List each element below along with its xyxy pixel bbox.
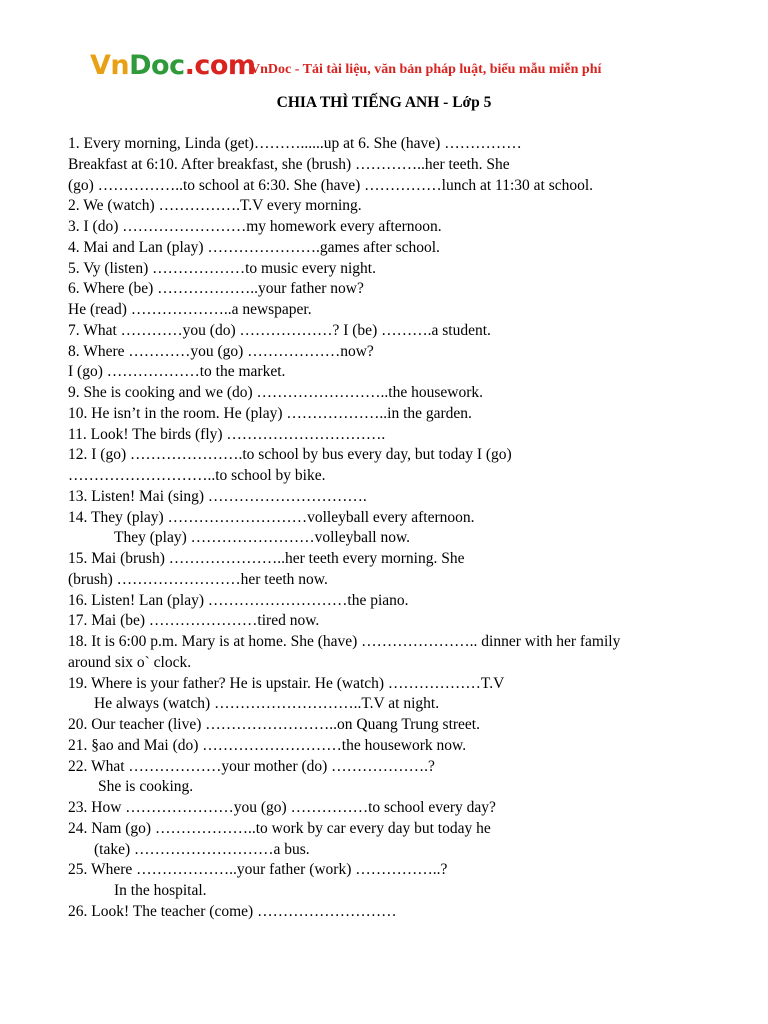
exercise-line: 25. Where ………………..your father (work) ……………..? xyxy=(68,861,448,879)
exercise-line: 16. Listen! Lan (play) ………………………the piano. xyxy=(68,591,409,609)
exercise-line: 10. He isn’t in the room. He (play) ………………..in the garden. xyxy=(68,404,472,422)
exercise-line: 2. We (watch) …………….T.V every morning. xyxy=(68,197,362,215)
exercise-line: 17. Mai (be) …………………tired now. xyxy=(68,612,320,630)
exercise-line: 22. What ………………your mother (do) ……………….? xyxy=(68,757,435,775)
vndoc-logo[interactable] xyxy=(90,50,256,82)
exercise-line: 12. I (go) ………………….to school by bus every day, but today I (go) xyxy=(68,446,512,464)
header-tagline: VnDoc - Tải tài liệu, văn bản pháp luật, biểu mẫu miễn phí xyxy=(250,62,602,77)
exercise-line: In the hospital. xyxy=(114,882,207,899)
exercise-body xyxy=(68,134,758,923)
exercise-line: (take) ………………………a bus. xyxy=(94,840,310,858)
logo-com-text: .com xyxy=(184,50,256,81)
exercise-line: 23. How …………………you (go) ……………to school every day? xyxy=(68,799,496,816)
exercise-line: (brush) ……………………her teeth now. xyxy=(68,570,328,588)
logo-vn-text: Vn xyxy=(90,50,130,81)
exercise-line: 24. Nam (go) ………………..to work by car every day but today he xyxy=(68,819,491,837)
exercise-line: 26. Look! The teacher (come) ……………………… xyxy=(68,902,397,920)
exercise-line: 7. What …………you (do) ………………? I (be) ……….a student. xyxy=(68,321,491,339)
exercise-line: 20. Our teacher (live) ……………………..on Quang Trung street. xyxy=(68,716,480,733)
exercise-line: He (read) ………………..a newspaper. xyxy=(68,301,312,318)
exercise-line: 13. Listen! Mai (sing) …………………………. xyxy=(68,487,367,505)
exercise-line: 18. It is 6:00 p.m. Mary is at home. She (have) ………………….. dinner with her family xyxy=(68,633,621,650)
exercise-line: 15. Mai (brush) …………………..her teeth every morning. She xyxy=(68,550,465,567)
exercise-line: I (go) ………………to the market. xyxy=(68,363,286,381)
exercise-line: 5. Vy (listen) ………………to music every night. xyxy=(68,259,376,277)
exercise-line: 19. Where is your father? He is upstair. He (watch) ………………T.V xyxy=(68,674,505,692)
exercise-line: She is cooking. xyxy=(98,778,194,796)
exercise-line: 11. Look! The birds (fly) …………………………. xyxy=(68,425,386,443)
exercise-line: 21. §ao and Mai (do) ………………………the housework now. xyxy=(68,736,467,754)
exercise-line: 14. They (play) ………………………volleyball every afternoon. xyxy=(68,508,475,526)
exercise-line: 6. Where (be) ………………..your father now? xyxy=(68,280,364,298)
page-title: CHIA THÌ TIẾNG ANH - Lớp 5 xyxy=(276,94,492,111)
exercise-line: 8. Where …………you (go) ………………now? xyxy=(68,342,374,360)
exercise-line: (go) ……………..to school at 6:30. She (have) ……………lunch at 11:30 at school. xyxy=(68,176,594,194)
exercise-line: He always (watch) ………………………..T.V at night. xyxy=(94,695,440,713)
site-header xyxy=(90,50,750,90)
exercise-line: Breakfast at 6:10. After breakfast, she (brush) …………..her teeth. She xyxy=(68,155,510,173)
exercise-line: around six o` clock. xyxy=(68,653,192,671)
exercise-line: 1. Every morning, Linda (get)………......up at 6. She (have) …………… xyxy=(68,135,522,152)
exercise-line: 9. She is cooking and we (do) ……………………..the housework. xyxy=(68,384,484,401)
exercise-line: ………………………..to school by bike. xyxy=(68,467,326,484)
exercise-line: 3. I (do) ……………………my homework every afternoon. xyxy=(68,218,442,235)
exercise-line: 4. Mai and Lan (play) ………………….games after school. xyxy=(68,238,440,256)
logo-doc-text: Doc xyxy=(129,50,185,81)
exercise-line: They (play) ……………………volleyball now. xyxy=(114,529,411,547)
